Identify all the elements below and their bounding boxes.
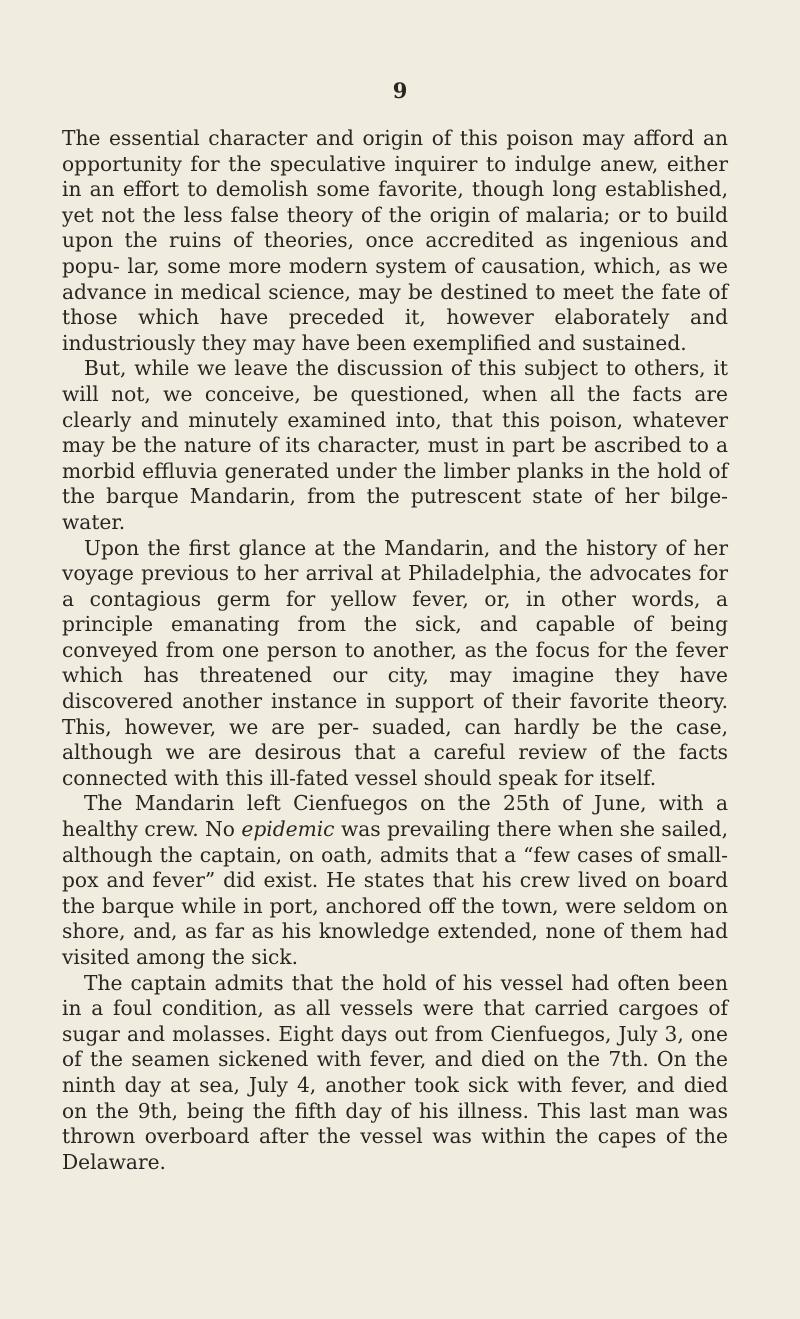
paragraph-4 <box>62 791 728 970</box>
paragraph-1: The essential character and origin of this poison may afford an opportunity for the speculative inquirer to indulge anew, either in an effort to demolish some favorite, though long established, yet not the less false theory of the origin of malaria; or to build upon the ruins of theories, once accredited as ingenious and popu- lar, some more modern system of causation, which, as we advance in medical science, may be destined to meet the fate of those which have preceded it, however elaborately and industriously they may have been exemplified and sustained. <box>62 126 728 355</box>
paragraph-5: The captain admits that the hold of his vessel had often been in a foul condition, as all vessels were that carried cargoes of sugar and molasses. Eight days out from Cienfuegos, July 3, one of the seamen sickened with fever, and died on the 7th. On the ninth day at sea, July 4, another took sick with fever, and died on the 9th, being the fifth day of his illness. This last man was thrown overboard after the vessel was within the capes of the Delaware. <box>62 970 728 1174</box>
body-text <box>62 126 728 1175</box>
paragraph-2: But, while we leave the discussion of this subject to others, it will not, we conceive, be questioned, when all the facts are clearly and minutely examined into, that this poison, whatever may be the nature of its character, must in part be ascribed to a morbid effluvia generated under the limber planks in the hold of the barque Mandarin, from the putrescent state of her bilge-water. <box>62 356 728 534</box>
paragraph-4-before: The Mandarin left Cienfuegos on the 25th of June, with a healthy crew. No <box>62 791 728 842</box>
page-number: 9 <box>392 78 408 103</box>
italic-word-epidemic: epidemic <box>241 817 335 842</box>
paragraph-4-after: was prevailing there when she sailed, although the captain, on oath, admits that a “few cases of small- pox and fever” did exist. He states that his crew lived on board the barque while in port, anchored off the town, were seldom on shore, and, as far as his knowledge extended, none of them had visited among the sick. <box>62 817 728 969</box>
paragraph-3: Upon the first glance at the Mandarin, and the history of her voyage previous to her arrival at Philadelphia, the advocates for a contagious germ for yellow fever, or, in other words, a principle emanating from the sick, and capable of being conveyed from one person to another, as the focus for the fever which has threatened our city, may imagine they have discovered another instance in support of their favorite theory. This, however, we are per- suaded, can hardly be the case, although we are desirous that a careful review of the facts connected with this ill-fated vessel should speak for itself. <box>62 535 728 790</box>
